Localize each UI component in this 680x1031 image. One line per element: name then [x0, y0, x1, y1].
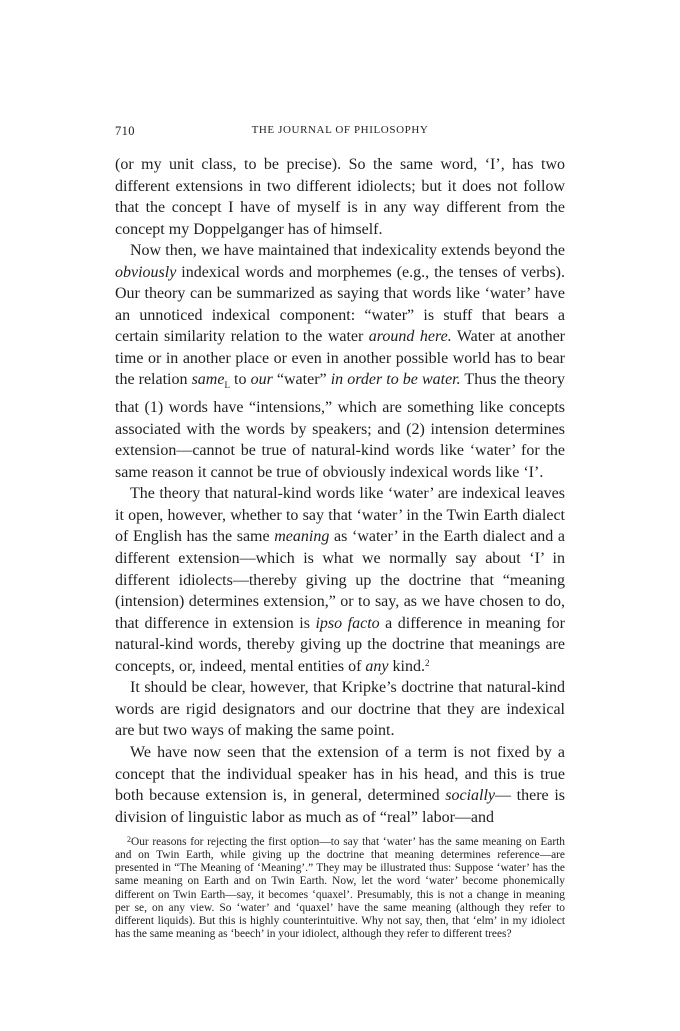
page-number: 710: [115, 124, 135, 138]
paragraph: Now then, we have maintained that indexicality extends beyond the obviously indexical words and morphemes (e.g., the tenses of verbs). Our theory can be summarized as saying that words like ‘water’ have an unnoticed indexical component: “water” is stuff that bears a certain similarity relation to the water around here. Water at another time or in another place or even in another possible world has to bear the relation same$_L$ to our “water” in order to be water. Thus the theory that (1) words have “intensions,” which are something like concepts associated with the words by speakers; and (2) intension determines extension—cannot be true of natural-kind words like ‘water’ for the same reason it cannot be true of obviously indexical words like ‘I’.: [115, 242, 566, 481]
paragraph: It should be clear, however, that Kripke’s doctrine that natural-kind words are rigid designators and our doctrine that they are indexical are but two ways of making the same point.: [115, 679, 565, 740]
paragraph: We have now seen that the extension of a term is not fixed by a concept that the individual speaker has in his head, and this is true both because extension is, in general, determined socially— there is division of linguistic labor as much as of “real” labor—and: [115, 743, 566, 826]
body-text: [115, 154, 565, 828]
footnote-text: Our reasons for rejecting the first option—to say that ‘water’ has the same meaning on Earth and on Twin Earth, while giving up the doctrine that meaning determines reference—are presented in “The Meaning of ‘Meaning’.” They may be illustrated thus: Suppose ‘water’ has the same meaning on Earth and on Twin Earth. Now, let the word ‘water’ become phonemically different on Twin Earth—say, it becomes ‘quaxel’. Presumably, this is not a change in meaning per se, on any view. So ‘water’ and ‘quaxel’ have the same meaning (although they refer to different liquids). But this is highly counterintuitive. Why not say, then, that ‘elm’ in my idiolect has the same meaning as ‘beech’ in your idiolect, although they refer to different trees?: [115, 836, 565, 940]
paragraph: (or my unit class, to be precise). So the same word, ‘I’, has two different extensions in two different idiolects; but it does not follow that the concept I have of myself is in any way different from the concept my Doppelganger has of himself.: [115, 156, 565, 238]
running-head: THE JOURNAL OF PHILOSOPHY: [251, 124, 429, 136]
paragraph: The theory that natural-kind words like ‘water’ are indexical leaves it open, however, whether to say that ‘water’ in the Twin Earth dialect of English has the same meaning as ‘water’ in the Earth dialect and a different extension—which is what we normally say about ‘I’ in different idiolects—thereby giving up the doctrine that “meaning (intension) determines extension,” or to say, as we have chosen to do, that difference in extension is ipso facto a difference in meaning for natural-kind words, thereby giving up the doctrine that meanings are concepts, or, indeed, mental entities of any kind.$^2$: [115, 485, 566, 675]
footnote-ref[interactable]: 2: [424, 657, 430, 668]
journal-page: [115, 124, 565, 941]
page-header: [115, 124, 565, 142]
footnote-marker: 2: [127, 835, 131, 845]
footnote: [115, 836, 565, 941]
